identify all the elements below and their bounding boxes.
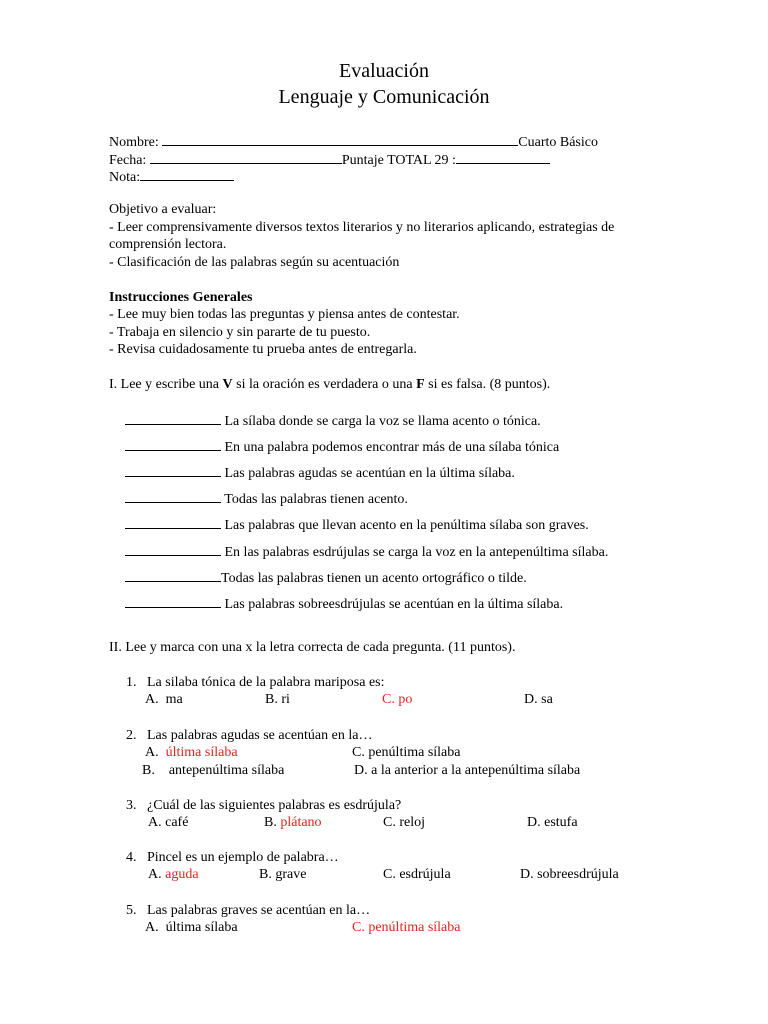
true-letter: V: [222, 377, 233, 392]
question-text: La silaba tónica de la palabra mariposa es:: [147, 675, 385, 690]
section2-instruction: II. Lee y marca con una x la letra correcta de cada pregunta. (11 puntos).: [109, 640, 516, 655]
option[interactable]: B. ri: [265, 692, 290, 707]
statement-text: Todas las palabras tienen acento.: [224, 492, 408, 507]
option[interactable]: D. a la anterior a la antepenúltima sílaba: [354, 763, 581, 778]
objective-heading: Objetivo a evaluar:: [109, 202, 217, 217]
question-number: 4.: [126, 850, 137, 865]
statement-row: [125, 438, 559, 457]
question-text: Las palabras graves se acentúan en la…: [147, 903, 371, 918]
option-correct: aguda: [165, 867, 199, 882]
option[interactable]: B. grave: [259, 867, 307, 882]
statement-text: Las palabras que llevan acento en la penúltima sílaba son graves.: [224, 518, 589, 533]
statement-text: Todas las palabras tienen un acento ortográfico o tilde.: [221, 571, 527, 586]
section1-text: si es falsa. (8 puntos).: [424, 377, 551, 392]
section1-text: I. Lee y escribe una: [109, 377, 223, 392]
option[interactable]: A. aguda: [148, 867, 199, 882]
statement-row: [125, 516, 589, 535]
question: [126, 674, 385, 692]
note-row: [109, 168, 234, 187]
option[interactable]: D. sa: [524, 692, 553, 707]
date-blank[interactable]: [150, 151, 342, 164]
answer-blank[interactable]: [125, 595, 221, 608]
false-letter: F: [416, 377, 425, 392]
question: [126, 902, 370, 920]
option-correct[interactable]: C. po: [382, 692, 413, 707]
option-correct[interactable]: C. penúltima sílaba: [352, 920, 461, 935]
score-blank[interactable]: [456, 151, 550, 164]
section1-instruction: [109, 376, 550, 394]
option[interactable]: B. antepenúltima sílaba: [142, 763, 285, 778]
name-row: [109, 133, 598, 152]
statement-row: [125, 543, 608, 562]
statement-row: [125, 464, 515, 483]
answer-blank[interactable]: [125, 543, 221, 556]
objective-line: - Clasificación de las palabras según su acentuación: [109, 255, 400, 270]
objective-line: - Leer comprensivamente diversos textos literarios y no literarios aplicando, estrategias de: [109, 220, 615, 235]
question-text: Las palabras agudas se acentúan en la…: [147, 728, 373, 743]
question-number: 5.: [126, 903, 137, 918]
answer-blank[interactable]: [125, 438, 221, 451]
date-label: Fecha:: [109, 153, 147, 168]
section1-text: si la oración es verdadera o una: [232, 377, 417, 392]
answer-blank[interactable]: [125, 569, 221, 582]
question-number: 1.: [126, 675, 137, 690]
score-label: Puntaje TOTAL 29 :: [341, 153, 456, 168]
name-blank[interactable]: [162, 133, 518, 146]
answer-blank[interactable]: [125, 516, 221, 529]
instruction-item: - Lee muy bien todas las preguntas y piensa antes de contestar.: [109, 307, 460, 322]
page-title: Evaluación: [339, 60, 429, 82]
option[interactable]: A. última sílaba: [145, 920, 238, 935]
option[interactable]: D. sobreesdrújula: [520, 867, 619, 882]
instructions-heading: Instrucciones Generales: [109, 290, 253, 305]
statement-text: Las palabras sobreesdrújulas se acentúan en la última sílaba.: [224, 597, 564, 612]
instruction-item: - Revisa cuidadosamente tu prueba antes de entregarla.: [109, 342, 417, 357]
question: [126, 727, 372, 745]
question-text: Pincel es un ejemplo de palabra…: [147, 850, 339, 865]
question: [126, 797, 401, 815]
statement-row: [125, 569, 527, 588]
page-subtitle: Lenguaje y Comunicación: [278, 86, 490, 108]
option[interactable]: C. esdrújula: [383, 867, 451, 882]
statement-text: En las palabras esdrújulas se carga la voz en la antepenúltima sílaba.: [224, 545, 609, 560]
answer-blank[interactable]: [125, 490, 221, 503]
objective-line: comprensión lectora.: [109, 237, 227, 252]
option[interactable]: A. última sílaba: [145, 745, 238, 760]
option[interactable]: C. reloj: [383, 815, 425, 830]
note-blank[interactable]: [140, 168, 234, 181]
option[interactable]: A. ma: [145, 692, 183, 707]
grade-label: Cuarto Básico: [518, 135, 598, 150]
statement-text: Las palabras agudas se acentúan en la última sílaba.: [224, 466, 515, 481]
statement-row: [125, 595, 563, 614]
question: [126, 849, 339, 867]
answer-blank[interactable]: [125, 464, 221, 477]
answer-blank[interactable]: [125, 412, 221, 425]
name-label: Nombre:: [109, 135, 159, 150]
option-correct: plátano: [280, 815, 322, 830]
question-number: 3.: [126, 798, 137, 813]
note-label: Nota:: [109, 170, 141, 185]
question-text: ¿Cuál de las siguientes palabras es esdrújula?: [147, 798, 402, 813]
option[interactable]: A. café: [148, 815, 189, 830]
instruction-item: - Trabaja en silencio y sin pararte de tu puesto.: [109, 325, 371, 340]
option[interactable]: C. penúltima sílaba: [352, 745, 461, 760]
question-number: 2.: [126, 728, 137, 743]
option[interactable]: B. plátano: [264, 815, 322, 830]
statement-row: [125, 412, 541, 431]
statement-text: La sílaba donde se carga la voz se llama acento o tónica.: [224, 414, 541, 429]
option[interactable]: D. estufa: [527, 815, 578, 830]
option-correct: última sílaba: [165, 745, 238, 760]
statement-text: En una palabra podemos encontrar más de una sílaba tónica: [224, 440, 560, 455]
statement-row: [125, 490, 408, 509]
